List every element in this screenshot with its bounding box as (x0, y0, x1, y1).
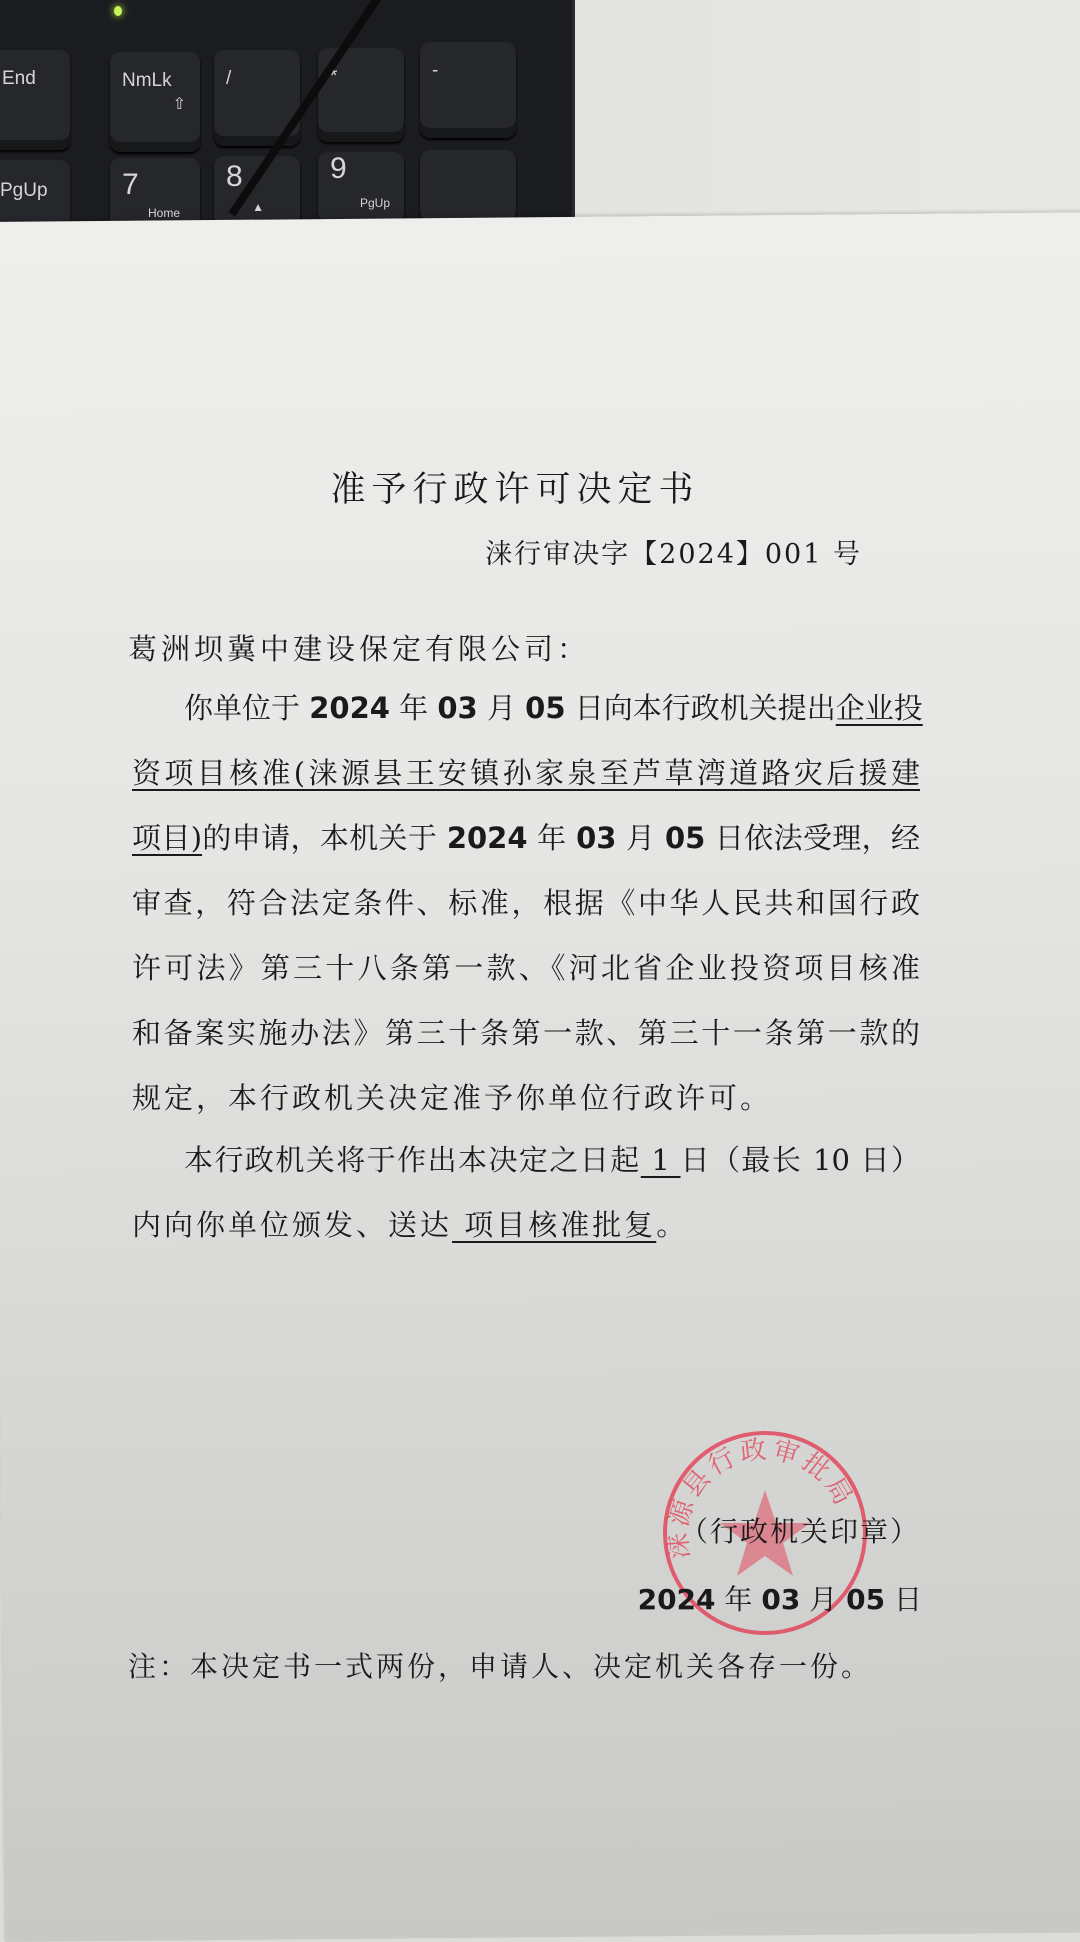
key-label: 9 (330, 152, 347, 185)
text: 月 (800, 1583, 847, 1616)
text: 的申请，本机关于 (202, 821, 447, 855)
document-number: 涞行审决字【2024】001 号 (485, 539, 862, 570)
key-label: 8 (226, 160, 243, 193)
key-label: End (2, 68, 36, 89)
key-label: 7 (122, 168, 139, 201)
body-line: 许可法》第三十八条第一款、《河北省企业投资项目核准 (132, 951, 920, 985)
signature-date (638, 1578, 922, 1618)
key-sublabel: Home (147, 206, 180, 220)
text: 日向本行政机关提出 (565, 691, 836, 725)
body-line (184, 1140, 920, 1180)
text: 本行政机关将于作出本决定之日起 (184, 1143, 641, 1177)
date-year: 2024 (446, 821, 528, 855)
project-name: 资项目核准(涞源县王安镇孙家泉至芦草湾道路灾后援建 (132, 756, 920, 790)
key-minus (420, 42, 516, 138)
date-day: 05 (525, 691, 566, 725)
key-numlock (110, 52, 200, 152)
text: 年 (527, 821, 577, 855)
num-lock-led (114, 6, 122, 16)
body-line: 规定，本行政机关决定准予你单位行政许可。 (132, 1081, 773, 1115)
date-year: 2024 (309, 691, 390, 725)
arrow-up-icon: ▲ (252, 200, 264, 214)
lock-icon: ⇧ (172, 96, 186, 113)
days-count: 1 (640, 1143, 681, 1177)
document-title: 准予行政许可决定书 (330, 470, 700, 510)
key-label: / (226, 68, 232, 89)
text: 日 (885, 1583, 922, 1616)
key-label: NmLk (122, 70, 172, 91)
footnote: 注：本决定书一式两份，申请人、决定机关各存一份。 (128, 1650, 873, 1683)
date-month: 03 (576, 821, 617, 855)
text: 月 (616, 821, 665, 855)
text: 日依法受理，经 (705, 821, 921, 855)
body-line: 审查，符合法定条件、标准，根据《中华人民共和国行政 (132, 886, 920, 920)
body-line (132, 818, 920, 858)
text: 。 (656, 1208, 689, 1242)
key-end (0, 50, 70, 150)
text: 你单位于 (184, 691, 310, 725)
body-line (132, 1205, 920, 1245)
body-line: 和备案实施办法》第三十条第一款、第三十一条第一款的 (132, 1016, 920, 1050)
project-name: 项目) (132, 821, 203, 855)
body-line (184, 688, 923, 728)
text: 内向你单位颁发、送达 (132, 1208, 453, 1242)
text: 年 (715, 1583, 762, 1616)
date-day: 05 (846, 1583, 886, 1616)
key-label: PgUp (0, 180, 48, 201)
key-label: * (330, 66, 338, 87)
date-year: 2024 (637, 1583, 716, 1616)
seal-text: 涞源县行政审批局 (663, 1434, 860, 1561)
document-type: 项目核准批复 (452, 1208, 657, 1242)
date-month: 03 (437, 691, 478, 725)
keyboard (0, 0, 575, 226)
date-day: 05 (664, 821, 706, 855)
project-name: 企业投 (835, 691, 923, 725)
date-month: 03 (761, 1583, 801, 1616)
body-line (132, 753, 920, 793)
seal-label: （行政机关印章） (679, 1515, 920, 1548)
text: 年 (389, 691, 438, 725)
addressee: 葛洲坝冀中建设保定有限公司： (128, 632, 591, 666)
text: 日（最长 10 日） (680, 1143, 921, 1177)
key-sublabel: PgUp (359, 196, 390, 210)
key-label: - (432, 60, 439, 81)
text: 月 (477, 691, 526, 725)
